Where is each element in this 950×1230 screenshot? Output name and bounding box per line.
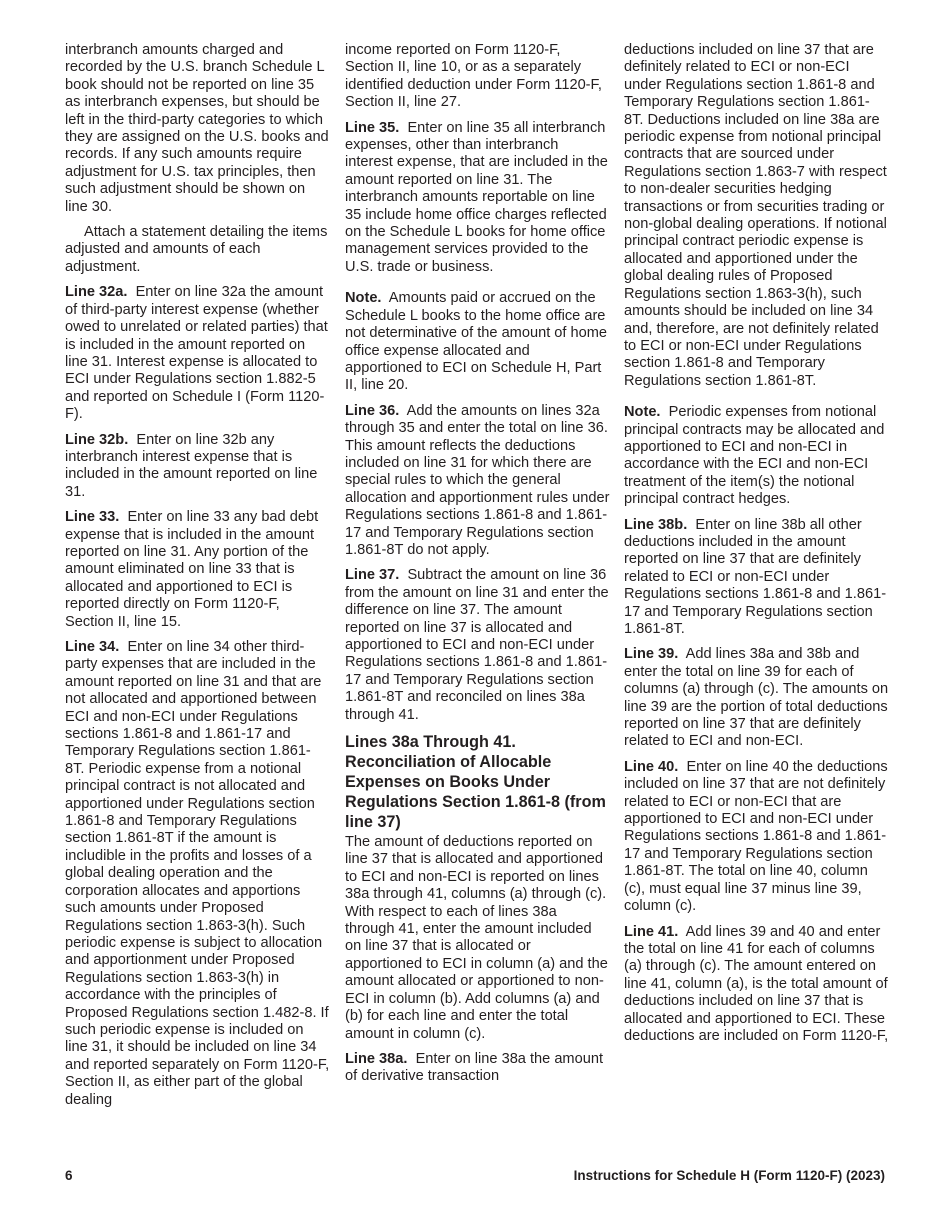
paragraph: deductions included on line 37 that are definitely related to ECI or non-ECI under Regulations section 1.861-8 and Temporary Regulations section 1.861-8T. Deductions included on line 38a are periodic expense from notional principal contracts that are sourced under Regulations section 1.863-7 with respect to non-dealer securities hedging transactions or from securities trading or non-global dealing operations. If notional principal contract periodic expense is allocated and apportioned under the global dealing rules of Proposed Regulations section 1.863-3(h), such amounts should be included on line 34 and, therefore, are not definitely related to ECI or non-ECI under Regulations section 1.861-8 and Temporary Regulations section 1.861-8T. bbox=[624, 42, 887, 389]
paragraph-line-38b: Line 38b. Enter on line 38b all other deductions included in the amount reported on line 37 that are definitely related to ECI or non-ECI under Regulations sections 1.861-8 and 1.861-17 and Temporary Regulations section 1.861-8T. bbox=[624, 516, 887, 637]
line-label: Line 40. bbox=[624, 758, 679, 775]
text-column-2 bbox=[345, 42, 610, 1094]
line-label: Line 35. bbox=[345, 119, 400, 136]
line-label: Line 38b. bbox=[624, 516, 688, 533]
paragraph: The amount of deductions reported on line 37 that is allocated and apportioned to ECI and non-ECI is reported on lines 38a through 41, columns (a) through (c). With respect to each of lines 38a through 41, enter the amount included on line 37 that is allocated or apportioned to ECI in column (a) and the amount allocated or apportioned to non-ECI in column (b). Add columns (a) and (b) for each line and enter the total amount in column (c). bbox=[345, 834, 608, 1042]
line-label: Line 36. bbox=[345, 402, 400, 419]
paragraph-line-37: Line 37. Subtract the amount on line 36 from the amount on line 31 and enter the difference on line 37. The amount reported on line 37 is allocated and apportioned to ECI and non-ECI under Regulations sections 1.861-8 and 1.861-17 and Temporary Regulations section 1.861-8T and reconciled on lines 38a through 41. bbox=[345, 567, 609, 723]
paragraph: Attach a statement detailing the items adjusted and amounts of each adjustment. bbox=[65, 224, 328, 275]
line-label: Line 33. bbox=[65, 509, 120, 526]
paragraph-line-35: Line 35. Enter on line 35 all interbranch expenses, other than interbranch interest expense, that are included in the amount reported on line 31. The interbranch amounts reportable on line 35 include home office charges reflected on the Schedule L books for home office management services provided to the U.S. trade or business. bbox=[345, 119, 608, 275]
paragraph-line-34: Line 34. Enter on line 34 other third-party expenses that are included in the amount reported on line 31 and that are not allocated and apportioned between ECI and non-ECI under Regulations sections 1.861-8 and 1.861-17 and Temporary Regulations section 1.861-8T. Periodic expense from a notional principal contract is not allocated and apportioned under Regulations section 1.861-8 and Temporary Regulations section 1.861-8T if the amount is includible in the profits and losses of a global dealing operation and the corporation allocates and apportions such amounts under Proposed Regulations section 1.863-3(h). Such periodic expense is subject to allocation and apportionment under Proposed Regulations section 1.863-3(h) in accordance with the principles of Proposed Regulations section 1.482-8. If such periodic expense is included on line 31, it should be included on line 34 and reported separately on Form 1120-F, Section II, as either part of the global dealing bbox=[65, 639, 330, 1108]
paragraph-note: Note. Amounts paid or accrued on the Schedule L books to the home office are not determinative of the amount of home office expense allocated and apportioned to ECI on Schedule H, Part II, line 20. bbox=[345, 290, 608, 394]
paragraph-line-40: Line 40. Enter on line 40 the deductions included on line 37 that are not definitely related to ECI or non-ECI that are apportioned to ECI and non-ECI under Regulations sections 1.861-8 and 1.861-17 and Temporary Regulations section 1.861-8T. The total on line 40, column (c), must equal line 37 minus line 39, column (c). bbox=[624, 758, 888, 915]
line-label: Line 41. bbox=[624, 923, 679, 940]
line-label: Line 38a. bbox=[345, 1050, 408, 1067]
note-label: Note. bbox=[345, 290, 382, 307]
note-label: Note. bbox=[624, 404, 661, 421]
section-heading: Lines 38a Through 41. Reconciliation of Allocable Expenses on Books Under Regulations Section 1.861-8 (from line 37) bbox=[345, 733, 606, 832]
paragraph-line-32a: Line 32a. Enter on line 32a the amount of third-party interest expense (whether owed to unrelated or related parties) that is included in the amount reported on line 31. Interest expense is allocated to ECI under Regulations section 1.882-5 and reported on Schedule I (Form 1120-F). bbox=[65, 284, 328, 423]
paragraph-note: Note. Periodic expenses from notional principal contracts may be allocated and apportioned to ECI and non-ECI in accordance with the ECI and non-ECI treatment of the item(s) the notional principal contract hedges. bbox=[624, 404, 885, 508]
paragraph: interbranch amounts charged and recorded by the U.S. branch Schedule L book should not be reported on line 35 as interbranch expenses, but should be left in the third-party categories to which they are assigned on the U.S. books and records. If any such amounts require adjustment for U.S. tax principles, then such adjustment should be shown on line 30. bbox=[65, 42, 329, 215]
line-label: Line 32a. bbox=[65, 284, 128, 301]
paragraph-line-39: Line 39. Add lines 38a and 38b and enter the total on line 39 for each of columns (a) through (c). The amounts on line 39 are the portion of total deductions reported on line 37 that are definitely related to ECI and non-ECI. bbox=[624, 646, 889, 750]
paragraph-line-33: Line 33. Enter on line 33 any bad debt expense that is included in the amount reported on line 31. Any portion of the amount eliminated on line 33 that is allocated and apportioned to ECI is reported directly on Form 1120-F, Section II, line 15. bbox=[65, 509, 319, 630]
line-label: Line 34. bbox=[65, 639, 120, 655]
paragraph-line-41: Line 41. Add lines 39 and 40 and enter the total on line 41 for each of columns (a) through (c). The amount entered on line 41, column (a), is the total amount of deductions included on line 37 that is allocated and apportioned to ECI. These deductions are included on Form 1120-F, bbox=[624, 923, 889, 1044]
document-title: Instructions for Schedule H (Form 1120-F) (2023) bbox=[573, 1168, 885, 1183]
text-column-1 bbox=[65, 42, 330, 1117]
line-label: Line 37. bbox=[345, 567, 400, 584]
paragraph-line-32b: Line 32b. Enter on line 32b any interbranch interest expense that is included in the amount reported on line 31. bbox=[65, 431, 318, 500]
paragraph-line-38a: Line 38a. Enter on line 38a the amount of derivative transaction bbox=[345, 1050, 603, 1085]
line-label: Line 32b. bbox=[65, 431, 129, 448]
line-label: Line 39. bbox=[624, 646, 679, 663]
text-column-3 bbox=[624, 42, 889, 1053]
paragraph-line-36: Line 36. Add the amounts on lines 32a through 35 and enter the total on line 36. This amount reflects the deductions included on line 31 for which there are special rules to which the general allocation and apportionment rules under Regulations sections 1.861-8 and 1.861-17 and Temporary Regulations section 1.861-8T do not apply. bbox=[345, 402, 610, 558]
paragraph: income reported on Form 1120-F, Section II, line 10, or as a separately identified deduction under Form 1120-F, Section II, line 27. bbox=[345, 42, 602, 111]
page-number: 6 bbox=[65, 1168, 73, 1183]
